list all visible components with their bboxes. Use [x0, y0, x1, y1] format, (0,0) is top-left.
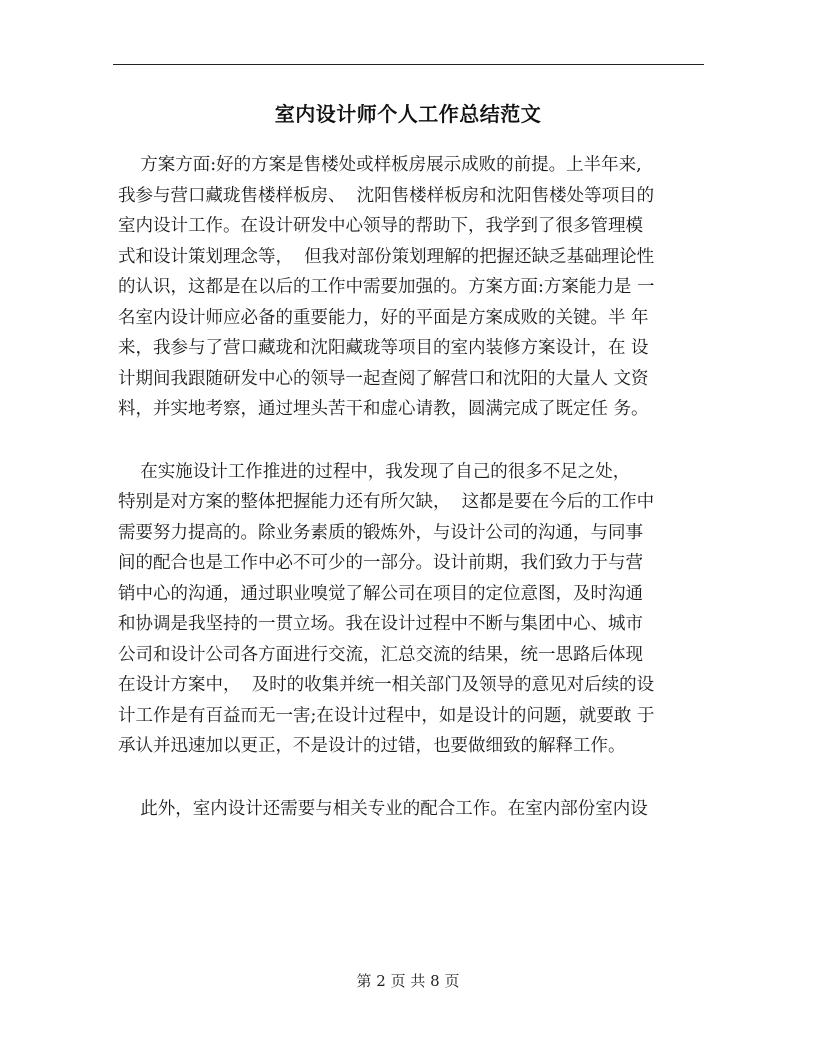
- header-rule: [113, 64, 704, 65]
- text-line: 销中心的沟通，通过职业嗅觉了解公司在项目的定位意图，及时沟通: [118, 583, 643, 604]
- text-line: 的认识，这都是在以后的工作中需要加强的。方案方面:方案能力是 一: [118, 277, 655, 297]
- paragraph: [118, 150, 698, 425]
- text-line: 需要努力提高的。除业务素质的锻炼外，与设计公司的沟通，与同事: [118, 522, 643, 543]
- text-line: 名室内设计师应必备的重要能力，好的平面是方案成败的关键。半 年: [118, 307, 649, 328]
- text-line: 室内设计工作。在设计研发中心领导的帮助下，我学到了很多管理模: [118, 216, 643, 236]
- text-line: 此外，室内设计还需要与相关专业的配合工作。在室内部份室内设: [118, 798, 648, 819]
- text-line: 承认并迅速加以更正，不是设计的过错，也要做细致的解释工作。: [118, 736, 626, 756]
- text-line: 方案方面:好的方案是售楼处或样板房展示成败的前提。上半年来,: [118, 155, 642, 175]
- text-line: 计期间我跟随研发中心的领导一起查阅了解营口和沈阳的大量人 文资: [118, 368, 649, 389]
- text-line: 在实施设计工作推进的过程中，我发现了自己的很多不足之处，: [118, 461, 631, 482]
- document-body: [118, 150, 698, 824]
- text-line: 来，我参与了营口藏珑和沈阳藏珑等项目的室内装修方案设计，在 设: [118, 338, 649, 358]
- text-line: 间的配合也是工作中必不可少的一部分。设计前期，我们致力于与营: [118, 553, 643, 573]
- paragraph: [118, 457, 698, 762]
- text-line: 料，并实地考察，通过埋头苦干和虚心请教，圆满完成了既定任 务。: [118, 399, 649, 419]
- text-line: 公司和设计公司各方面进行交流，汇总交流的结果，统一思路后体现: [118, 644, 643, 665]
- text-line: 和协调是我坚持的一贯立场。我在设计过程中不断与集团中心、城市: [118, 614, 643, 634]
- text-line: 式和设计策划理念等， 但我对部份策划理解的把握还缺乏基础理论性: [118, 246, 655, 267]
- text-line: 在设计方案中， 及时的收集并统一相关部门及领导的意见对后续的设: [118, 675, 655, 695]
- text-line: 特别是对方案的整体把握能力还有所欠缺， 这都是要在今后的工作中: [118, 492, 655, 512]
- paragraph-gap: [118, 425, 698, 457]
- paragraph-gap: [118, 762, 698, 794]
- document-title: 室内设计师个人工作总结范文: [274, 102, 542, 126]
- page-number: 第 2 页 共 8 页: [356, 972, 460, 990]
- paragraph: [118, 794, 698, 825]
- text-line: 计工作是有百益而无一害;在设计过程中，如是设计的问题，就要敢 于: [118, 705, 655, 726]
- text-line: 我参与营口藏珑售楼样板房、 沈阳售楼样板房和沈阳售楼处等项目的: [118, 185, 655, 206]
